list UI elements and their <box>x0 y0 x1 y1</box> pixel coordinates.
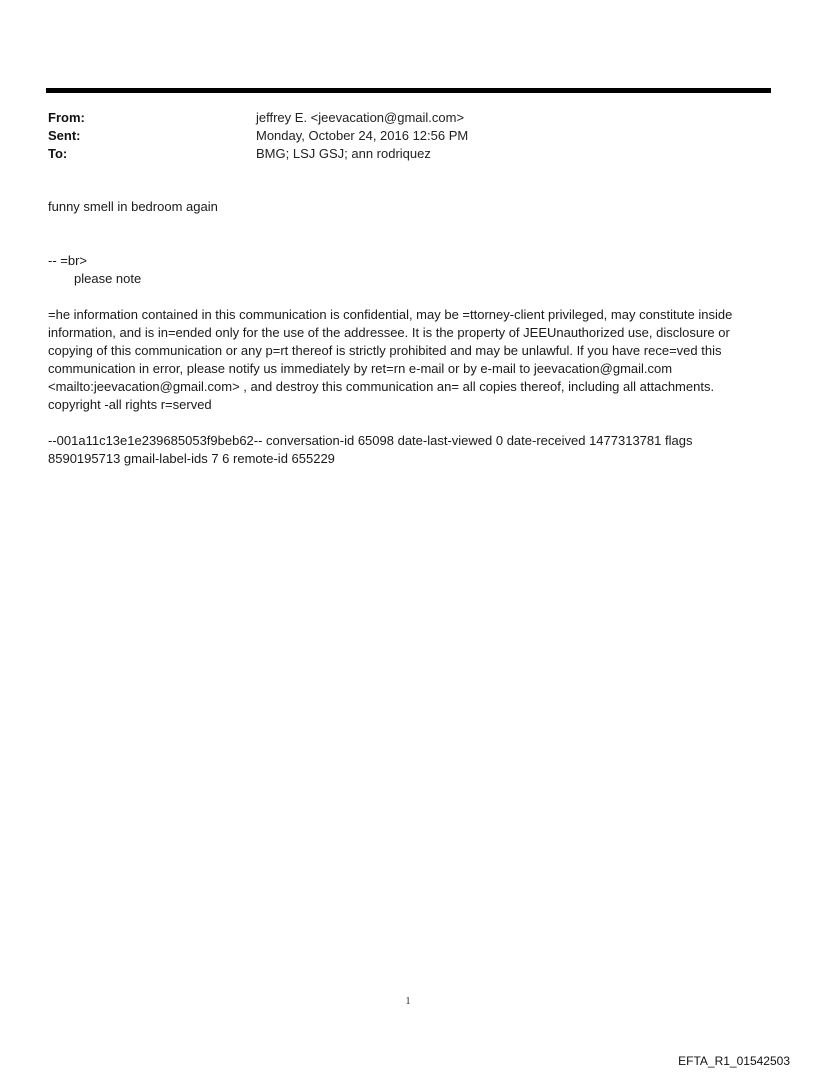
message-body: funny smell in bedroom again <box>48 199 218 214</box>
sent-label: Sent: <box>48 128 81 143</box>
page-number: 1 <box>405 996 411 1007</box>
confidentiality-disclaimer: =he information contained in this communication is confidential, may be =ttorney-client privileged, may constitute inside information, and is in=ended only for the use of the addressee. It is the property of JEEUnauthorized use, disclosure or copying of this communication or any p=rt thereof is strictly prohibited and may be unlawful. If you have rece=ved this communication in error, please notify us immediately by ret=rn e-mail or by e-mail to jeevacation@gmail.com <mailto:jeevacation@gmail.com> , and destroy this communication an= all copies thereof, including all attachments. copyright -all rights r=served <box>48 307 733 412</box>
signature-separator: -- =br> <box>48 253 88 268</box>
to-value: BMG; LSJ GSJ; ann rodriquez <box>256 146 431 161</box>
sent-value: Monday, October 24, 2016 12:56 PM <box>256 128 469 143</box>
sent-row <box>48 127 768 145</box>
from-row <box>48 109 768 127</box>
bates-number: EFTA_R1_01542503 <box>678 1054 790 1068</box>
from-value: jeffrey E. <jeevacation@gmail.com> <box>256 110 465 125</box>
email-header <box>48 109 768 163</box>
message-metadata: --001a11c13e1e239685053f9beb62-- conversation-id 65098 date-last-viewed 0 date-received 1477313781 flags 8590195713 gmail-label-ids 7 6 remote-id 655229 <box>48 433 693 466</box>
signature-note: please note <box>74 271 142 286</box>
to-label: To: <box>48 146 68 161</box>
header-divider <box>46 88 771 93</box>
to-row <box>48 145 768 163</box>
from-label: From: <box>48 110 85 125</box>
